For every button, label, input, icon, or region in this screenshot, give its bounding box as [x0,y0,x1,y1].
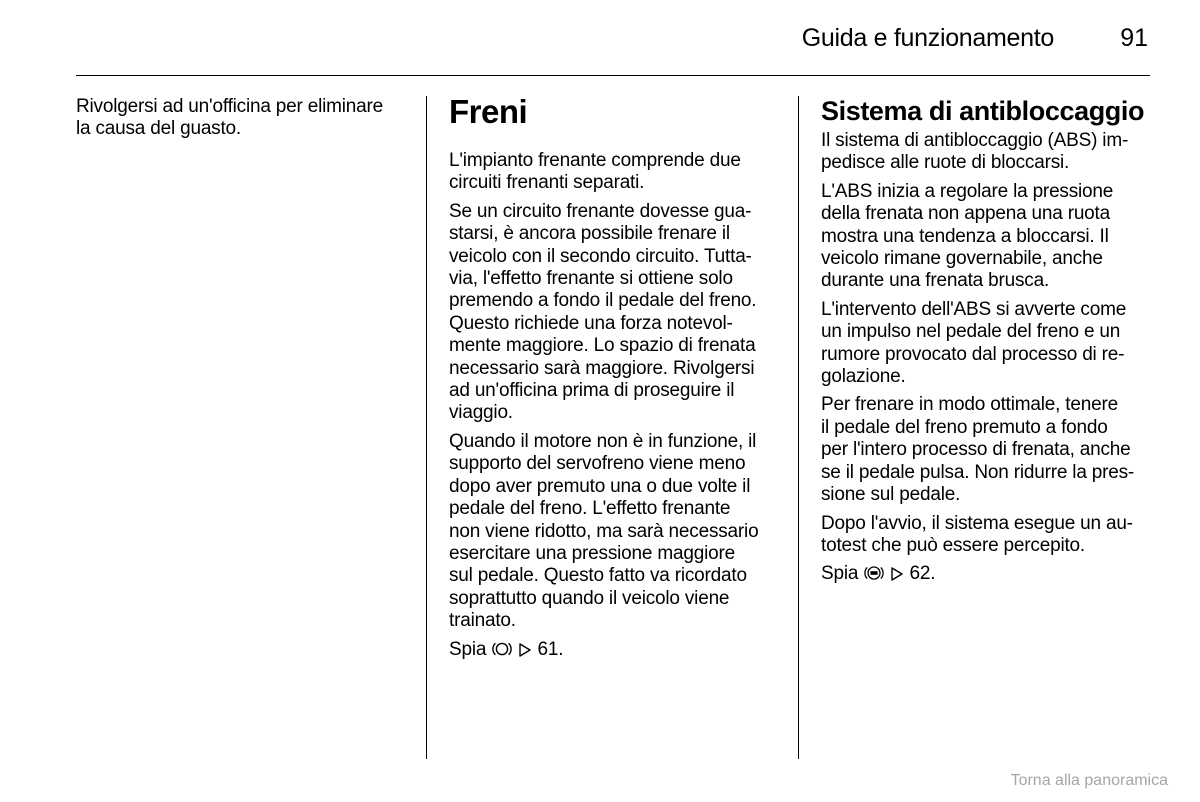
text-line: veicolo rimane governabile, anche [821,248,1103,270]
reference-arrow-icon [518,642,532,664]
text-line: supporto del servofreno viene meno [449,453,746,475]
text-line: veicolo con il secondo circuito. Tutta- [449,245,752,267]
paragraph [449,201,784,425]
brake-warning-icon [491,640,513,664]
column-middle [449,92,784,670]
text-line: circuiti frenanti separati. [449,172,645,194]
paragraph [821,181,1156,293]
section-title: Guida e funzionamento [801,24,1054,52]
text-line: durante una frenata brusca. [821,270,1050,292]
text-line: Quando il motore non è in funzione, il [449,430,757,452]
text-line: per l'intero processo di frenata, anche [821,439,1131,461]
column-divider [798,96,799,759]
text-line: necessario sarà maggiore. Rivolgersi [449,357,755,379]
cross-reference-abs[interactable] [821,563,1156,588]
text-line: L'ABS inizia a regolare la pressione [821,180,1114,202]
text-line: se il pedale pulsa. Non ridurre la pres- [821,461,1135,483]
text-line: starsi, è ancora possibile frenare il [449,223,730,245]
back-to-overview-link[interactable]: Torna alla panoramica [1010,772,1168,789]
abs-warning-icon [863,564,885,588]
paragraph [821,513,1156,558]
text-line: pedisce alle ruote di bloccarsi. [821,152,1070,174]
cross-reference-brake[interactable] [449,639,784,664]
text-line: viaggio. [449,402,513,424]
heading-freni: Freni [449,93,528,130]
text-line: mente maggiore. Lo spazio di frenata [449,335,756,357]
paragraph [449,431,784,633]
column-divider [426,96,427,759]
text-line: sione sul pedale. [821,484,961,506]
text-line: non viene ridotto, ma sarà necessario [449,520,759,542]
text-line: la causa del guasto. [76,118,242,140]
text-line: Il sistema di antibloccaggio (ABS) im- [821,130,1129,151]
text-line: trainato. [449,610,516,632]
text-line: esercitare una pressione maggiore [449,542,735,564]
paragraph [821,130,1156,175]
paragraph [821,299,1156,389]
text-line: il pedale del freno premuto a fondo [821,416,1108,438]
text-line: un impulso nel pedale del freno e un [821,321,1121,343]
text-line: L'impianto frenante comprende due [449,150,741,171]
text-line: golazione. [821,366,906,388]
reference-arrow-icon [890,566,904,588]
text-line: rumore provocato dal processo di re- [821,343,1125,365]
text-line: Questo richiede una forza notevol- [449,312,733,334]
reference-prefix: Spia [821,563,859,585]
reference-prefix: Spia [449,638,487,660]
text-line: pedale del freno. L'effetto frenante [449,498,731,520]
reference-page: 61. [537,638,564,660]
page-number: 91 [1120,24,1148,52]
heading-abs: Sistema di antibloccaggio [821,96,1145,126]
text-line: Per frenare in modo ottimale, tenere [821,394,1118,416]
text-line: premendo a fondo il pedale del freno. [449,290,757,312]
column-right [821,92,1156,595]
text-line: via, l'effetto frenante si ottiene solo [449,268,733,290]
text-line: Se un circuito frenante dovesse gua- [449,200,752,222]
header-divider [76,75,1150,76]
text-line: mostra una tendenza a bloccarsi. Il [821,225,1109,247]
column-left [76,96,416,147]
text-line: Rivolgersi ad un'officina per eliminare [76,96,384,117]
paragraph [449,150,784,195]
text-line: L'intervento dell'ABS si avverte come [821,298,1127,320]
text-line: ad un'officina prima di proseguire il [449,380,735,402]
text-line: della frenata non appena una ruota [821,203,1110,225]
reference-page: 62. [909,563,936,585]
text-line: totest che può essere percepito. [821,534,1085,556]
text-line: soprattutto quando il veicolo viene [449,587,730,609]
text-line: dopo aver premuto una o due volte il [449,475,751,497]
text-line: sul pedale. Questo fatto va ricordato [449,565,747,587]
paragraph [76,96,416,141]
text-line: Dopo l'avvio, il sistema esegue un au- [821,512,1133,534]
paragraph [821,394,1156,506]
